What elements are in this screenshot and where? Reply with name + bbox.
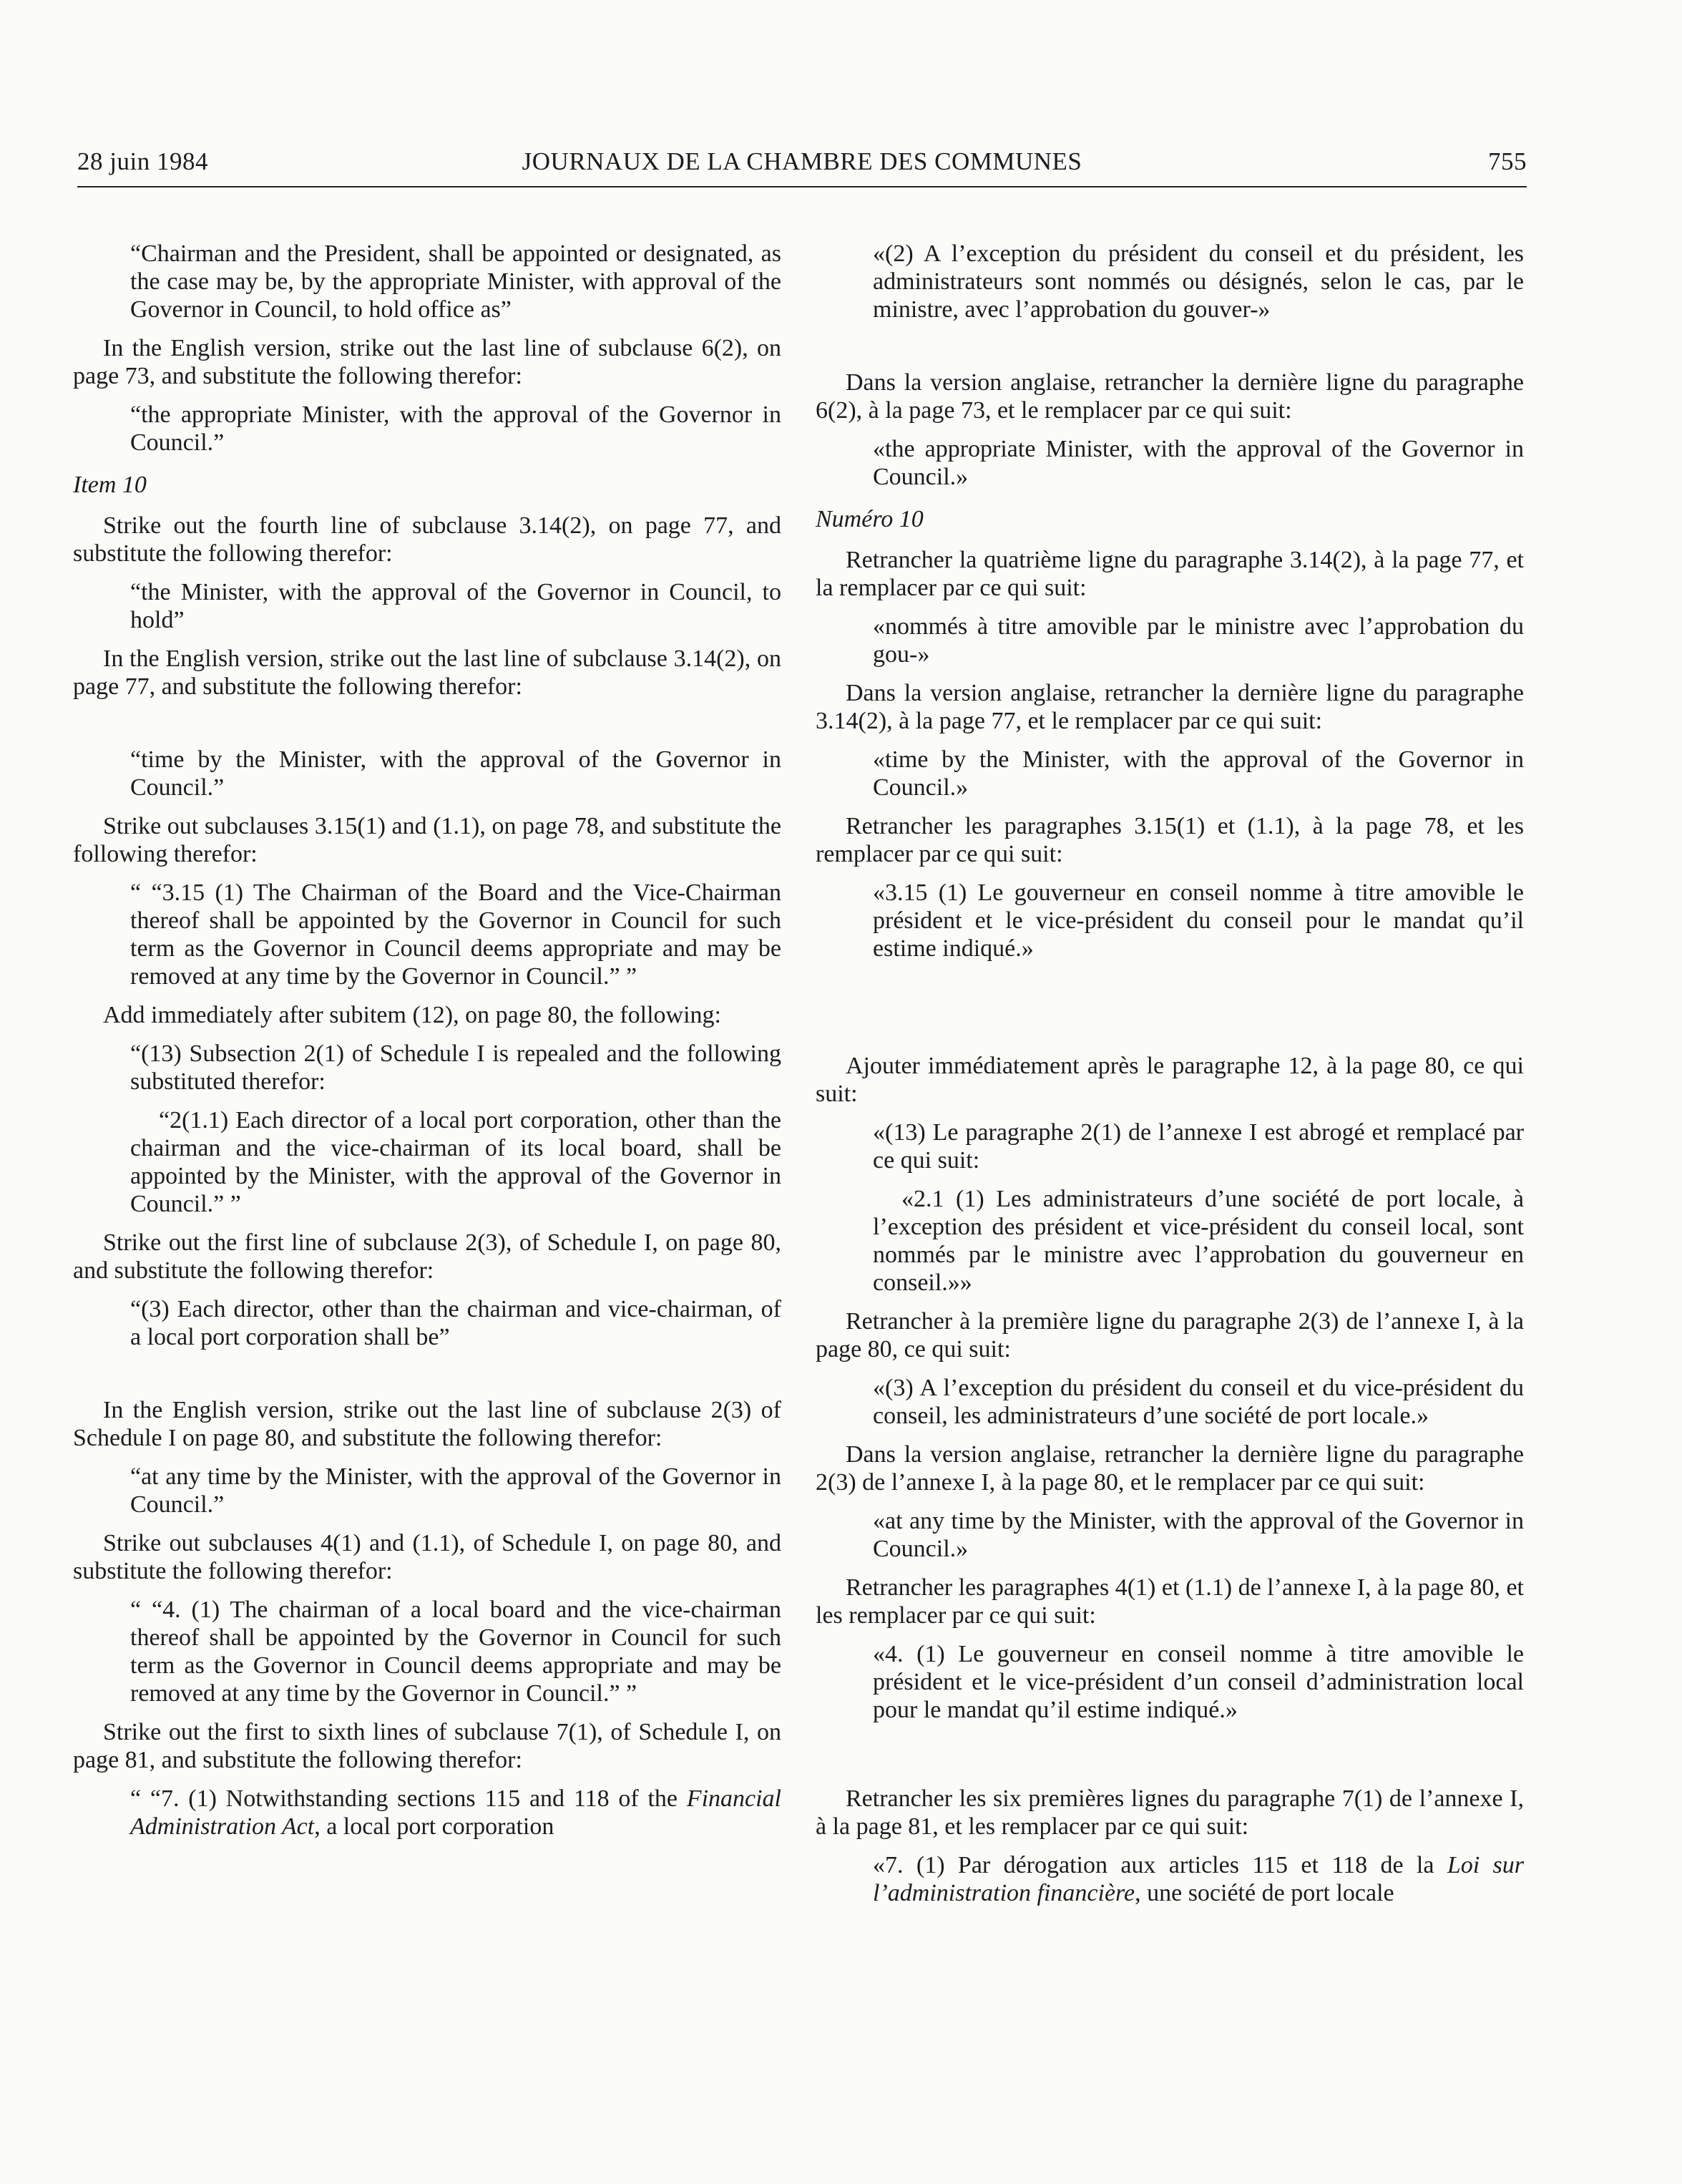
fr-quote-president: «(2) A l’exception du président du conseil et du président, les administrateurs sont nommés ou désignés, selon le cas, par le ministre, avec l’approbation du gouver-» [873,240,1524,323]
en-quote-4-1: “ “4. (1) The chairman of a local board and the vice-chairman thereof shall be appointed by the Governor in Council for such term as the Governor in Council deems appropriate and may be removed at any time by the Governor in Council.” ” [130,1596,781,1707]
en-instruction-3-15: Strike out subclauses 3.15(1) and (1.1), on page 78, and substitute the following therefor: [73,813,781,867]
fr-quote-7-1 [873,1851,1524,1907]
fr-instruction-2-3-last: Dans la version anglaise, retrancher la dernière ligne du paragraphe 2(3) de l’annexe I, à la page 80, et le remplacer par ce qui suit: [816,1441,1524,1496]
en-quote-time-by: “time by the Minister, with the approval of the Governor in Council.” [130,746,781,801]
en-quote-to-hold: “the Minister, with the approval of the Governor in Council, to hold” [130,579,781,633]
en-quote-2-1-1: “2(1.1) Each director of a local port corporation, other than the chairman and the vice-chairman of its local board, shall be appointed by the Minister, with the approval of the Governor in Council.” ” [130,1107,781,1217]
fr-quote-7-1-start: «7. (1) Par dérogation aux articles 115 et 118 de la [873,1852,1447,1878]
english-column [73,240,781,1851]
fr-instruction-7-1: Retrancher les six premières lignes du paragraphe 7(1) de l’annexe I, à la page 81, et les remplacer par ce qui suit: [816,1785,1524,1840]
fr-quote-2-3: «(3) A l’exception du président du conseil et du vice-président du conseil, les administrateurs d’une société de port locale.» [873,1375,1524,1429]
en-quote-7-1-act: Financial Administration Act [130,1785,781,1840]
en-instruction-2-3-last: In the English version, strike out the last line of subclause 2(3) of Schedule I on page 80, and substitute the following therefor: [73,1397,781,1451]
fr-instruction-4-1: Retrancher les paragraphes 4(1) et (1.1) de l’annexe I, à la page 80, et les remplacer par ce qui suit: [816,1574,1524,1629]
fr-quote-13: «(13) Le paragraphe 2(1) de l’annexe I est abrogé et remplacé par ce qui suit: [873,1119,1524,1174]
en-instruction-3-14-last: In the English version, strike out the last line of subclause 3.14(2), on page 77, and substitute the following therefor: [73,645,781,700]
fr-instruction-2-3-first: Retrancher à la première ligne du paragraphe 2(3) de l’annexe I, à la page 80, ce qui suit: [816,1308,1524,1362]
header-date: 28 juin 1984 [77,147,208,175]
fr-instruction-6-2: Dans la version anglaise, retrancher la dernière ligne du paragraphe 6(2), à la page 73, et le remplacer par ce qui suit: [816,369,1524,424]
running-header [77,143,1527,187]
en-quote-7-1-start: “ “7. (1) Notwithstanding sections 115 and 118 of the [130,1785,687,1812]
en-instruction-6-2: In the English version, strike out the last line of subclause 6(2), on page 73, and substitute the following therefor: [73,335,781,389]
fr-quote-2-1: «2.1 (1) Les administrateurs d’une société de port locale, à l’exception des président et vice-président du conseil local, sont nommés par le ministre avec l’approbation du gouverneur en conseil.»» [873,1186,1524,1296]
fr-quote-at-any-time: «at any time by the Minister, with the approval of the Governor in Council.» [873,1508,1524,1562]
en-quote-minister: “the appropriate Minister, with the approval of the Governor in Council.” [130,401,781,456]
fr-quote-7-1-end: , une société de port locale [1135,1880,1394,1906]
fr-quote-nommes: «nommés à titre amovible par le ministre avec l’approbation du gou-» [873,613,1524,668]
fr-quote-time-by: «time by the Minister, with the approval of the Governor in Council.» [873,746,1524,801]
en-instruction-7-1: Strike out the first to sixth lines of subclause 7(1), of Schedule I, on page 81, and substitute the following therefor: [73,1719,781,1773]
fr-instruction-3-14-last: Dans la version anglaise, retrancher la dernière ligne du paragraphe 3.14(2), à la page 77, et le remplacer par ce qui suit: [816,680,1524,734]
en-instruction-add-13: Add immediately after subitem (12), on page 80, the following: [103,1002,721,1028]
fr-quote-minister: «the appropriate Minister, with the approval of the Governor in Council.» [873,436,1524,490]
en-instruction-4-1: Strike out subclauses 4(1) and (1.1), of Schedule I, on page 80, and substitute the following therefor: [73,1530,781,1584]
en-instruction-2-3-first: Strike out the first line of subclause 2(3), of Schedule I, on page 80, and substitute the following therefor: [73,1229,781,1284]
fr-quote-3-15: «3.15 (1) Le gouverneur en conseil nomme à titre amovible le président et le vice-président du conseil pour le mandat qu’il estime indiqué.» [873,879,1524,962]
page-number: 755 [1488,147,1527,175]
header-title: JOURNAUX DE LA CHAMBRE DES COMMUNES [522,147,1082,175]
fr-quote-4-1: «4. (1) Le gouverneur en conseil nomme à titre amovible le président et le vice-président d’un conseil d’administration local pour le mandat qu’il estime indiqué.» [873,1641,1524,1723]
en-quote-7-1-end: , a local port corporation [314,1813,554,1840]
fr-item-heading: Numéro 10 [816,506,924,532]
en-quote-2-3: “(3) Each director, other than the chairman and vice-chairman, of a local port corporation shall be” [130,1296,781,1350]
french-column [816,240,1524,1918]
en-quote-at-any-time: “at any time by the Minister, with the approval of the Governor in Council.” [130,1463,781,1518]
en-quote-3-15: “ “3.15 (1) The Chairman of the Board and the Vice-Chairman thereof shall be appointed by the Governor in Council for such term as the Governor in Council deems appropriate and may be removed at any time by the Governor in Council.” ” [130,879,781,990]
fr-instruction-3-14-fourth: Retrancher la quatrième ligne du paragraphe 3.14(2), à la page 77, et la remplacer par ce qui suit: [816,547,1524,601]
fr-instruction-add-13: Ajouter immédiatement après le paragraphe 12, à la page 80, ce qui suit: [816,1053,1524,1107]
en-instruction-3-14-fourth: Strike out the fourth line of subclause 3.14(2), on page 77, and substitute the following therefor: [73,512,781,567]
fr-instruction-3-15: Retrancher les paragraphes 3.15(1) et (1.1), à la page 78, et les remplacer par ce qui suit: [816,813,1524,867]
en-quote-7-1 [130,1785,781,1841]
en-item-heading: Item 10 [73,472,147,498]
fr-quote-7-1-loi: Loi sur l’administration financière [873,1852,1524,1906]
en-quote-13: “(13) Subsection 2(1) of Schedule I is repealed and the following substituted therefor: [130,1040,781,1095]
en-quote-chairman: “Chairman and the President, shall be appointed or designated, as the case may be, by the appropriate Minister, with approval of the Governor in Council, to hold office as” [130,240,781,323]
